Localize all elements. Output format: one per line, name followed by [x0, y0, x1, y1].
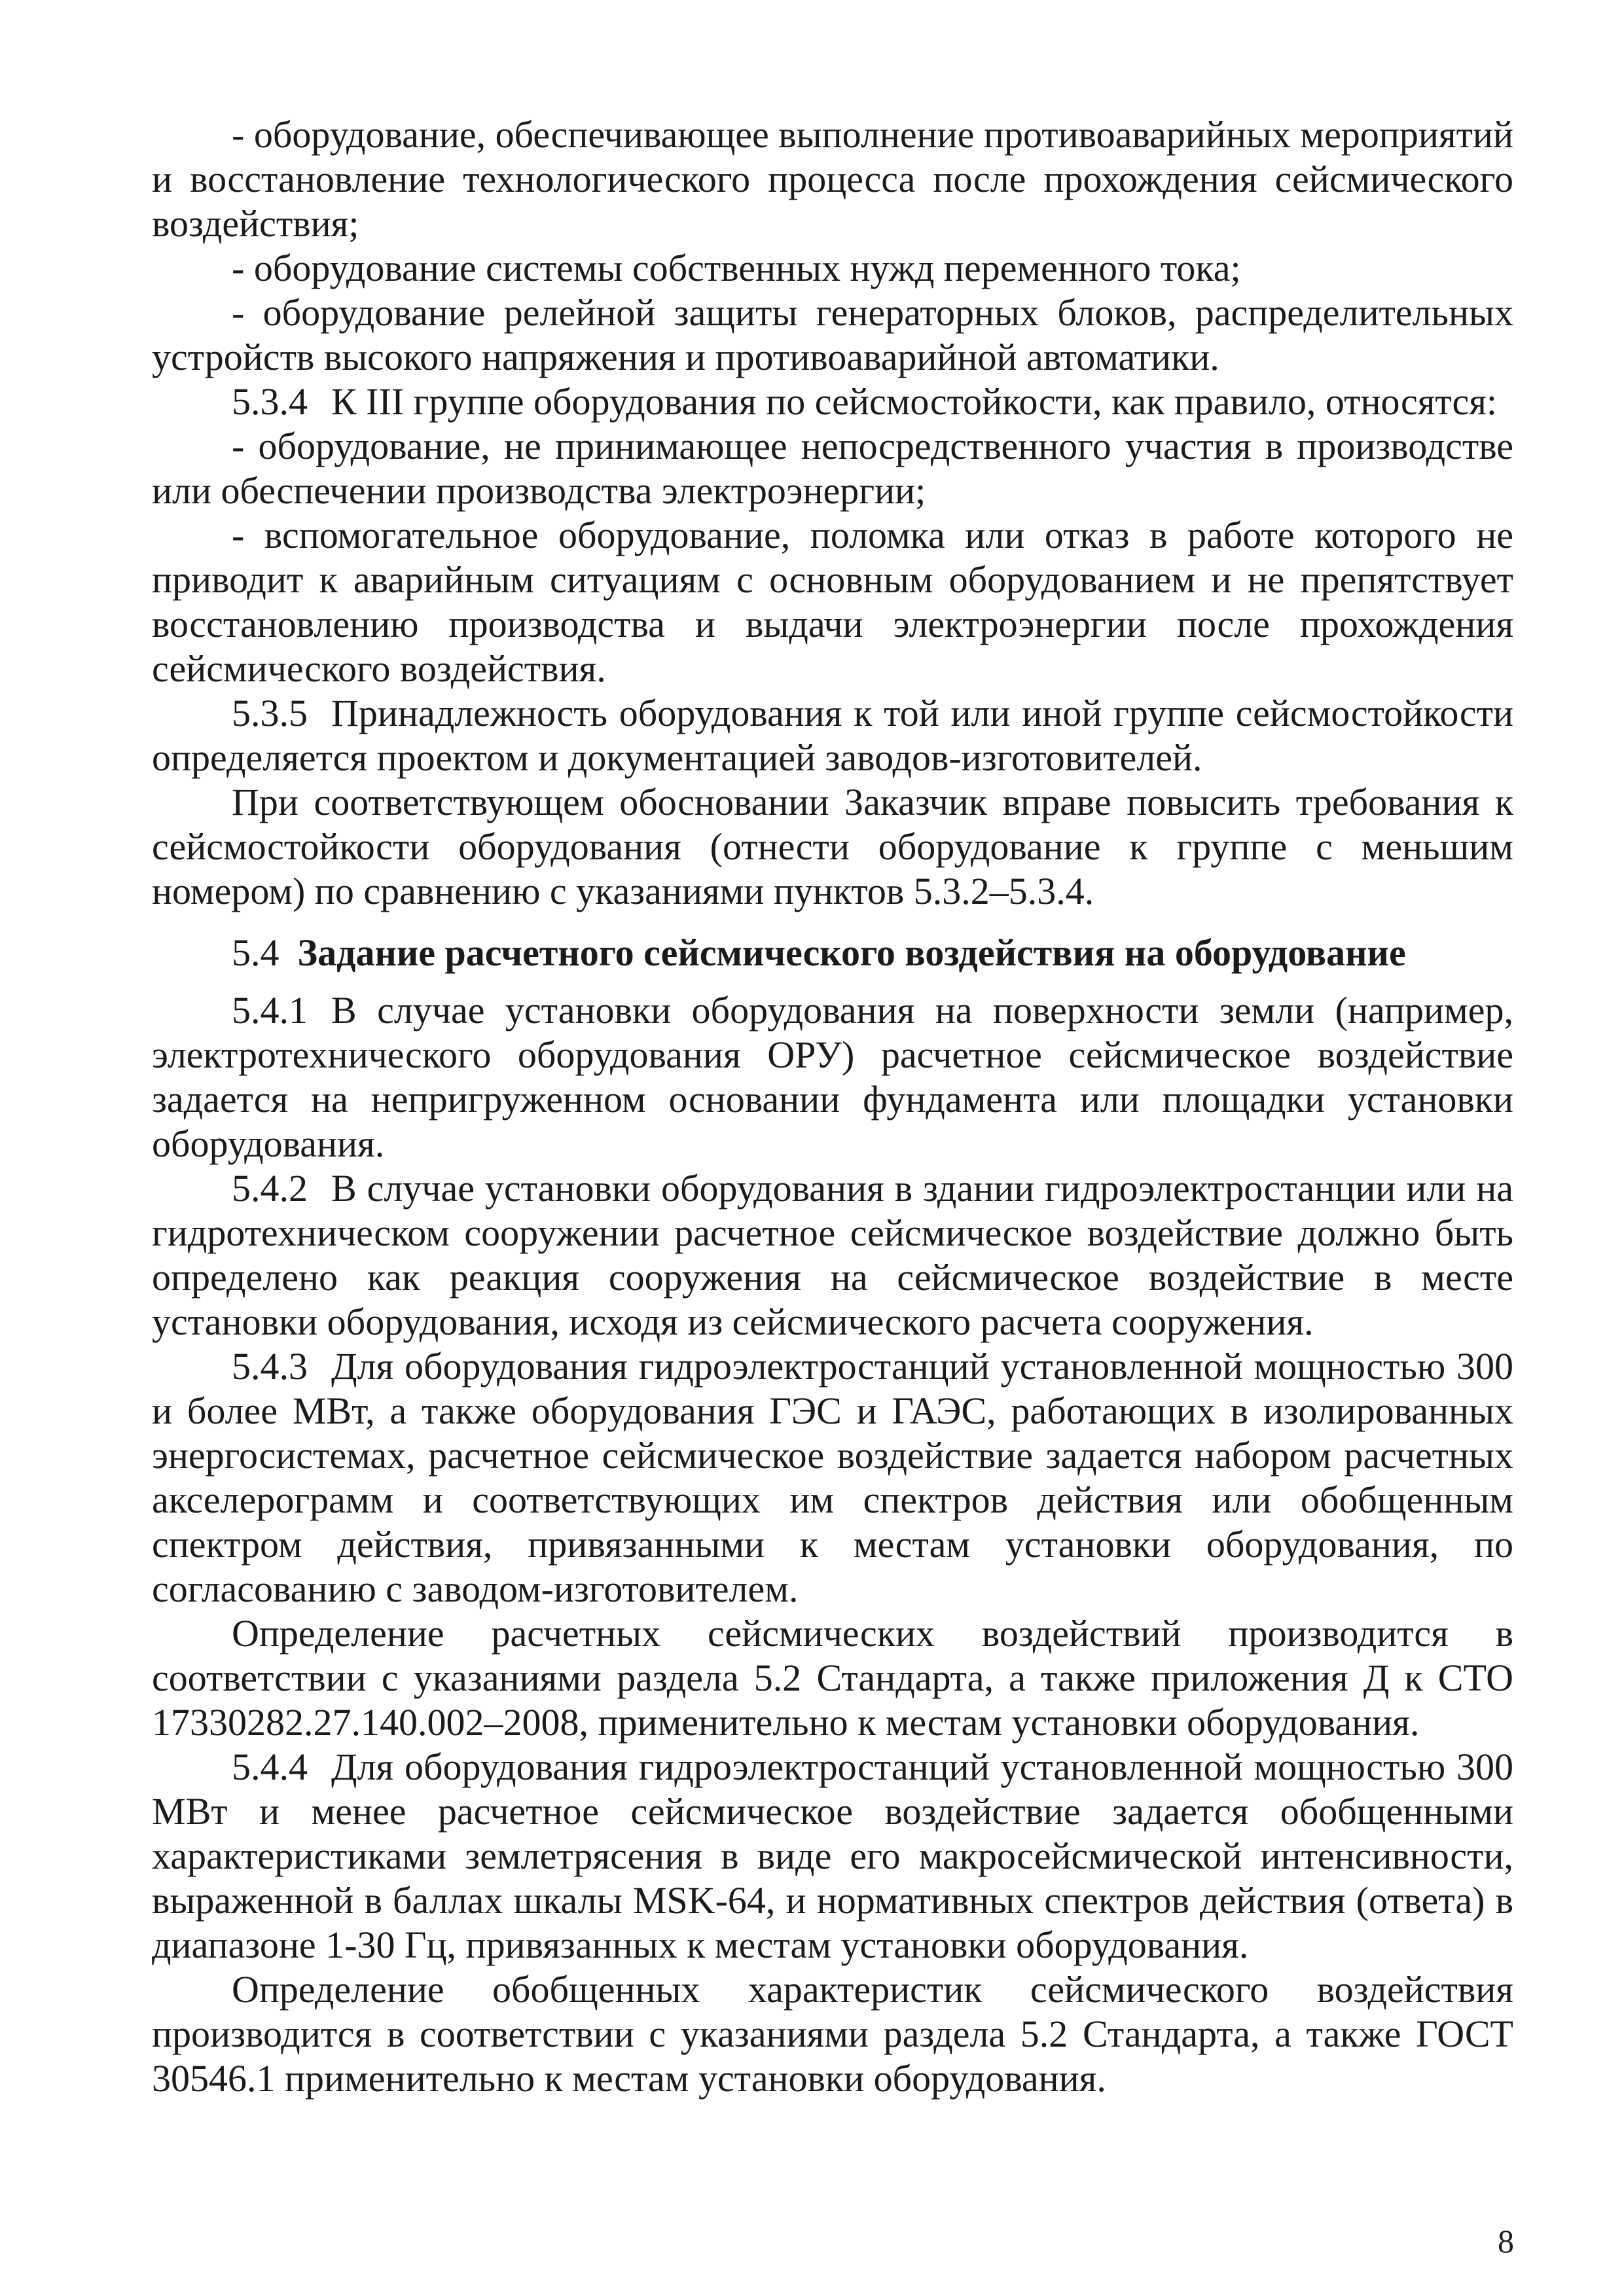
clause-number: 5.3.5	[232, 692, 308, 734]
paragraph-determination-design-impacts: Определение расчетных сейсмических воздействий производится в соответствии с указаниями раздела 5.2 Стандарта, а также приложения Д к СТО 17330282.27.140.002–2008, применительно к местам установки оборудования.	[152, 1612, 1513, 1744]
paragraph-customer-requirements: При соответствующем обосновании Заказчик вправе повысить требования к сейсмостойкости оборудования (отнести оборудование к группе с меньшим номером) по сравнению с указаниями пунктов 5.3.2–5.3.4.	[152, 781, 1513, 912]
paragraph-auxiliary-equipment: - вспомогательное оборудование, поломка или отказ в работе которого не приводит к аварийным ситуациям с основным оборудованием и не препятствует восстановлению производства и выдачи электроэнергии после прохождения сейсмического воздействия.	[152, 514, 1513, 690]
paragraph-5-4-3: 5.4.3 Для оборудования гидроэлектростанций установленной мощностью 300 и более МВт, а также оборудования ГЭС и ГАЭС, работающих в изолированных энергосистемах, расчетное сейсмическое воздействие задается набором расчетных акселерограмм и соответствующих им спектров действия или обобщенным спектром действия, привязанными к местам установки оборудования, по согласованию с заводом-изготовителем.	[152, 1345, 1513, 1610]
page-number: 8	[1498, 2223, 1514, 2259]
paragraph-equipment-not-participating: - оборудование, не принимающее непосредственного участия в производстве или обеспечении производства электроэнергии;	[152, 425, 1513, 512]
clause-number: 5.4.3	[232, 1345, 308, 1388]
paragraph-5-4-1: 5.4.1 В случае установки оборудования на поверхности земли (например, электротехнического оборудования ОРУ) расчетное сейсмическое воздействие задается на непригруженном основании фундамента или площадки установки оборудования.	[152, 989, 1513, 1165]
section-number: 5.4	[232, 931, 280, 974]
paragraph-equipment-aux-power: - оборудование системы собственных нужд переменного тока;	[232, 247, 1241, 289]
clause-number: 5.4.4	[232, 1746, 308, 1788]
clause-number: 5.4.1	[232, 989, 308, 1031]
paragraph-5-3-5: 5.3.5 Принадлежность оборудования к той или иной группе сейсмостойкости определяется проектом и документацией заводов-изготовителей.	[152, 692, 1513, 779]
section-heading-5-4	[152, 931, 1513, 975]
paragraph-determination-generalized: Определение обобщенных характеристик сейсмического воздействия производится в соответствии с указаниями раздела 5.2 Стандарта, а также ГОСТ 30546.1 применительно к местам установки оборудования.	[152, 1968, 1513, 2100]
clause-number: 5.4.2	[232, 1167, 308, 1210]
section-title: Задание расчетного сейсмического воздействия на оборудование	[297, 931, 1406, 974]
paragraph-5-3-4: 5.3.4 К III группе оборудования по сейсмостойкости, как правило, относятся:	[232, 380, 1497, 423]
document-page	[152, 113, 1513, 2101]
paragraph-5-4-4: 5.4.4 Для оборудования гидроэлектростанций установленной мощностью 300 МВт и менее расчетное сейсмическое воздействие задается обобщенными характеристиками землетрясения в виде его макросейсмической интенсивности, выраженной в баллах шкалы MSK-64, и нормативных спектров действия (ответа) в диапазоне 1-30 Гц, привязанных к местам установки оборудования.	[152, 1746, 1513, 1966]
paragraph-equipment-relay: - оборудование релейной защиты генераторных блоков, распределительных устройств высокого напряжения и противоаварийной автоматики.	[152, 291, 1513, 378]
paragraph-5-4-2: 5.4.2 В случае установки оборудования в здании гидроэлектростанции или на гидротехническом сооружении расчетное сейсмическое воздействие должно быть определено как реакция сооружения на сейсмическое воздействие в месте установки оборудования, исходя из сейсмического расчета сооружения.	[152, 1167, 1513, 1343]
clause-number: 5.3.4	[232, 380, 308, 423]
paragraph-equipment-emergency: - оборудование, обеспечивающее выполнение противоаварийных мероприятий и восстановление технологического процесса после прохождения сейсмического воздействия;	[152, 113, 1513, 245]
